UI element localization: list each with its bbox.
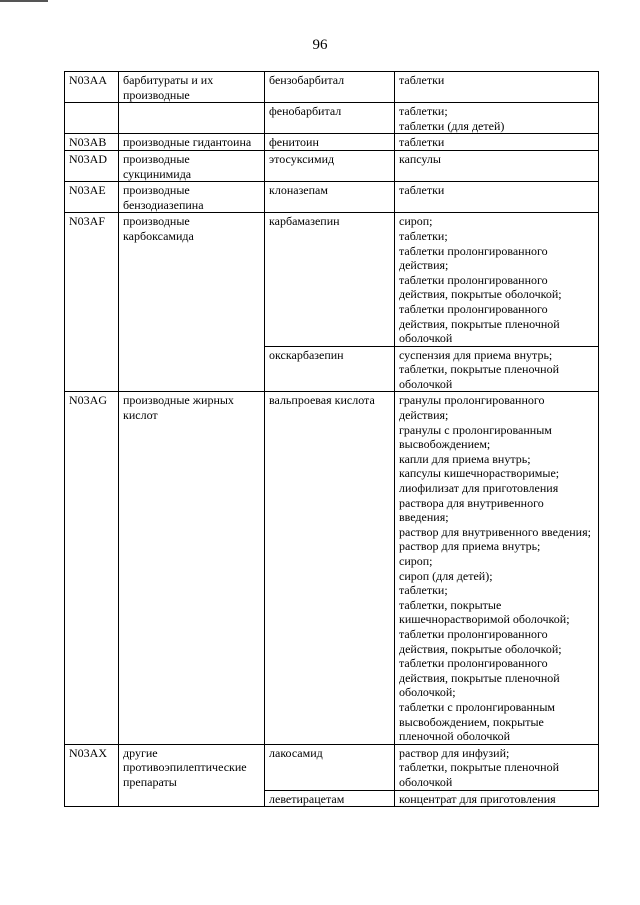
dosage-form-line: капли для приема внутрь; bbox=[399, 451, 531, 466]
table-row bbox=[65, 744, 599, 790]
drug-name-cell: вальпроевая кислота bbox=[265, 392, 395, 744]
drug-name-cell: бензобарбитал bbox=[265, 72, 395, 103]
group-cell: барбитураты и их производные bbox=[119, 72, 265, 103]
dosage-form-cell bbox=[395, 103, 599, 134]
table-row bbox=[65, 213, 599, 346]
dosage-form-line: таблетки bbox=[399, 183, 445, 198]
atc-code-cell: N03AX bbox=[65, 744, 119, 806]
table-row bbox=[65, 134, 599, 151]
dosage-form-line: таблетки; bbox=[399, 228, 448, 243]
dosage-form-cell bbox=[395, 213, 599, 346]
dosage-form-line: лиофилизат для приготовления раствора для внутривенного введения; bbox=[399, 481, 559, 525]
group-cell: производные жирных кислот bbox=[119, 392, 265, 744]
drug-name-cell: лакосамид bbox=[265, 744, 395, 790]
dosage-form-line: капсулы bbox=[399, 151, 441, 166]
atc-code-cell bbox=[65, 103, 119, 134]
dosage-form-cell bbox=[395, 182, 599, 213]
dosage-form-line: таблетки bbox=[399, 73, 445, 87]
dosage-form-line: гранулы с пролонгированным высвобождением; bbox=[399, 422, 552, 452]
dosage-form-line: таблетки, покрытые пленочной оболочкой bbox=[399, 760, 560, 789]
dosage-form-line: таблетки; bbox=[399, 104, 448, 119]
dosage-form-line: таблетки bbox=[399, 135, 445, 150]
dosage-form-line: таблетки пролонгированного действия, покрытые пленочной оболочкой bbox=[399, 301, 560, 346]
dosage-form-cell bbox=[395, 790, 599, 807]
group-cell: производные гидантоина bbox=[119, 134, 265, 151]
dosage-form-cell bbox=[395, 72, 599, 103]
table-row bbox=[65, 182, 599, 213]
dosage-form-line: сироп; bbox=[399, 214, 433, 229]
dosage-form-line: таблетки с пролонгированным высвобождением, покрытые пленочной оболочкой bbox=[399, 699, 556, 744]
dosage-form-line: раствор для инфузий; bbox=[399, 745, 510, 760]
table-row bbox=[65, 103, 599, 134]
dosage-form-line: концентрат для приготовления bbox=[399, 791, 556, 806]
dosage-form-line: таблетки пролонгированного действия, покрытые оболочкой; bbox=[399, 626, 562, 656]
table-row bbox=[65, 150, 599, 181]
dosage-form-cell bbox=[395, 744, 599, 790]
drug-name-cell: этосуксимид bbox=[265, 150, 395, 181]
group-cell: производные карбоксамида bbox=[119, 213, 265, 392]
dosage-form-line: таблетки пролонгированного действия; bbox=[399, 243, 548, 273]
drug-name-cell: фенитоин bbox=[265, 134, 395, 151]
dosage-form-line: сироп (для детей); bbox=[399, 568, 493, 583]
group-cell: другие противоэпилептические препараты bbox=[119, 744, 265, 806]
dosage-form-line: таблетки пролонгированного действия, покрытые оболочкой; bbox=[399, 272, 562, 302]
dosage-form-line: раствор для приема внутрь; bbox=[399, 539, 541, 554]
dosage-form-line: таблетки пролонгированного действия, покрытые пленочной оболочкой; bbox=[399, 656, 560, 700]
group-cell: производные бензодиазепина bbox=[119, 182, 265, 213]
atc-code-cell: N03AE bbox=[65, 182, 119, 213]
atc-code-cell: N03AD bbox=[65, 150, 119, 181]
dosage-form-line: таблетки, покрытые кишечнорастворимой оболочкой; bbox=[399, 597, 570, 627]
dosage-form-line: гранулы пролонгированного действия; bbox=[399, 393, 545, 423]
dosage-form-line: капсулы кишечнорастворимые; bbox=[399, 466, 560, 481]
drug-table bbox=[64, 71, 599, 807]
group-cell: производные сукцинимида bbox=[119, 150, 265, 181]
dosage-form-line: раствор для внутривенного введения; bbox=[399, 524, 591, 539]
dosage-form-line: таблетки (для детей) bbox=[399, 118, 505, 133]
dosage-form-line: таблетки; bbox=[399, 583, 448, 598]
table-row bbox=[65, 392, 599, 744]
dosage-form-cell bbox=[395, 150, 599, 181]
top-edge-mark bbox=[0, 0, 48, 2]
dosage-form-cell bbox=[395, 134, 599, 151]
drug-name-cell: фенобарбитал bbox=[265, 103, 395, 134]
drug-name-cell: окскарбазепин bbox=[265, 346, 395, 392]
dosage-form-cell bbox=[395, 346, 599, 392]
dosage-form-line: сироп; bbox=[399, 554, 433, 568]
atc-code-cell: N03AG bbox=[65, 392, 119, 744]
drug-name-cell: карбамазепин bbox=[265, 213, 395, 346]
page-number: 96 bbox=[312, 37, 328, 53]
dosage-form-cell bbox=[395, 392, 599, 744]
drug-name-cell: леветирацетам bbox=[265, 790, 395, 807]
dosage-form-line: таблетки, покрытые пленочной оболочкой bbox=[399, 362, 560, 391]
atc-code-cell: N03AF bbox=[65, 213, 119, 392]
group-cell bbox=[119, 103, 265, 134]
dosage-form-line: суспензия для приема внутрь; bbox=[399, 347, 553, 362]
drug-name-cell: клоназепам bbox=[265, 182, 395, 213]
table-row bbox=[65, 72, 599, 103]
atc-code-cell: N03AB bbox=[65, 134, 119, 151]
atc-code-cell: N03AA bbox=[65, 72, 119, 103]
